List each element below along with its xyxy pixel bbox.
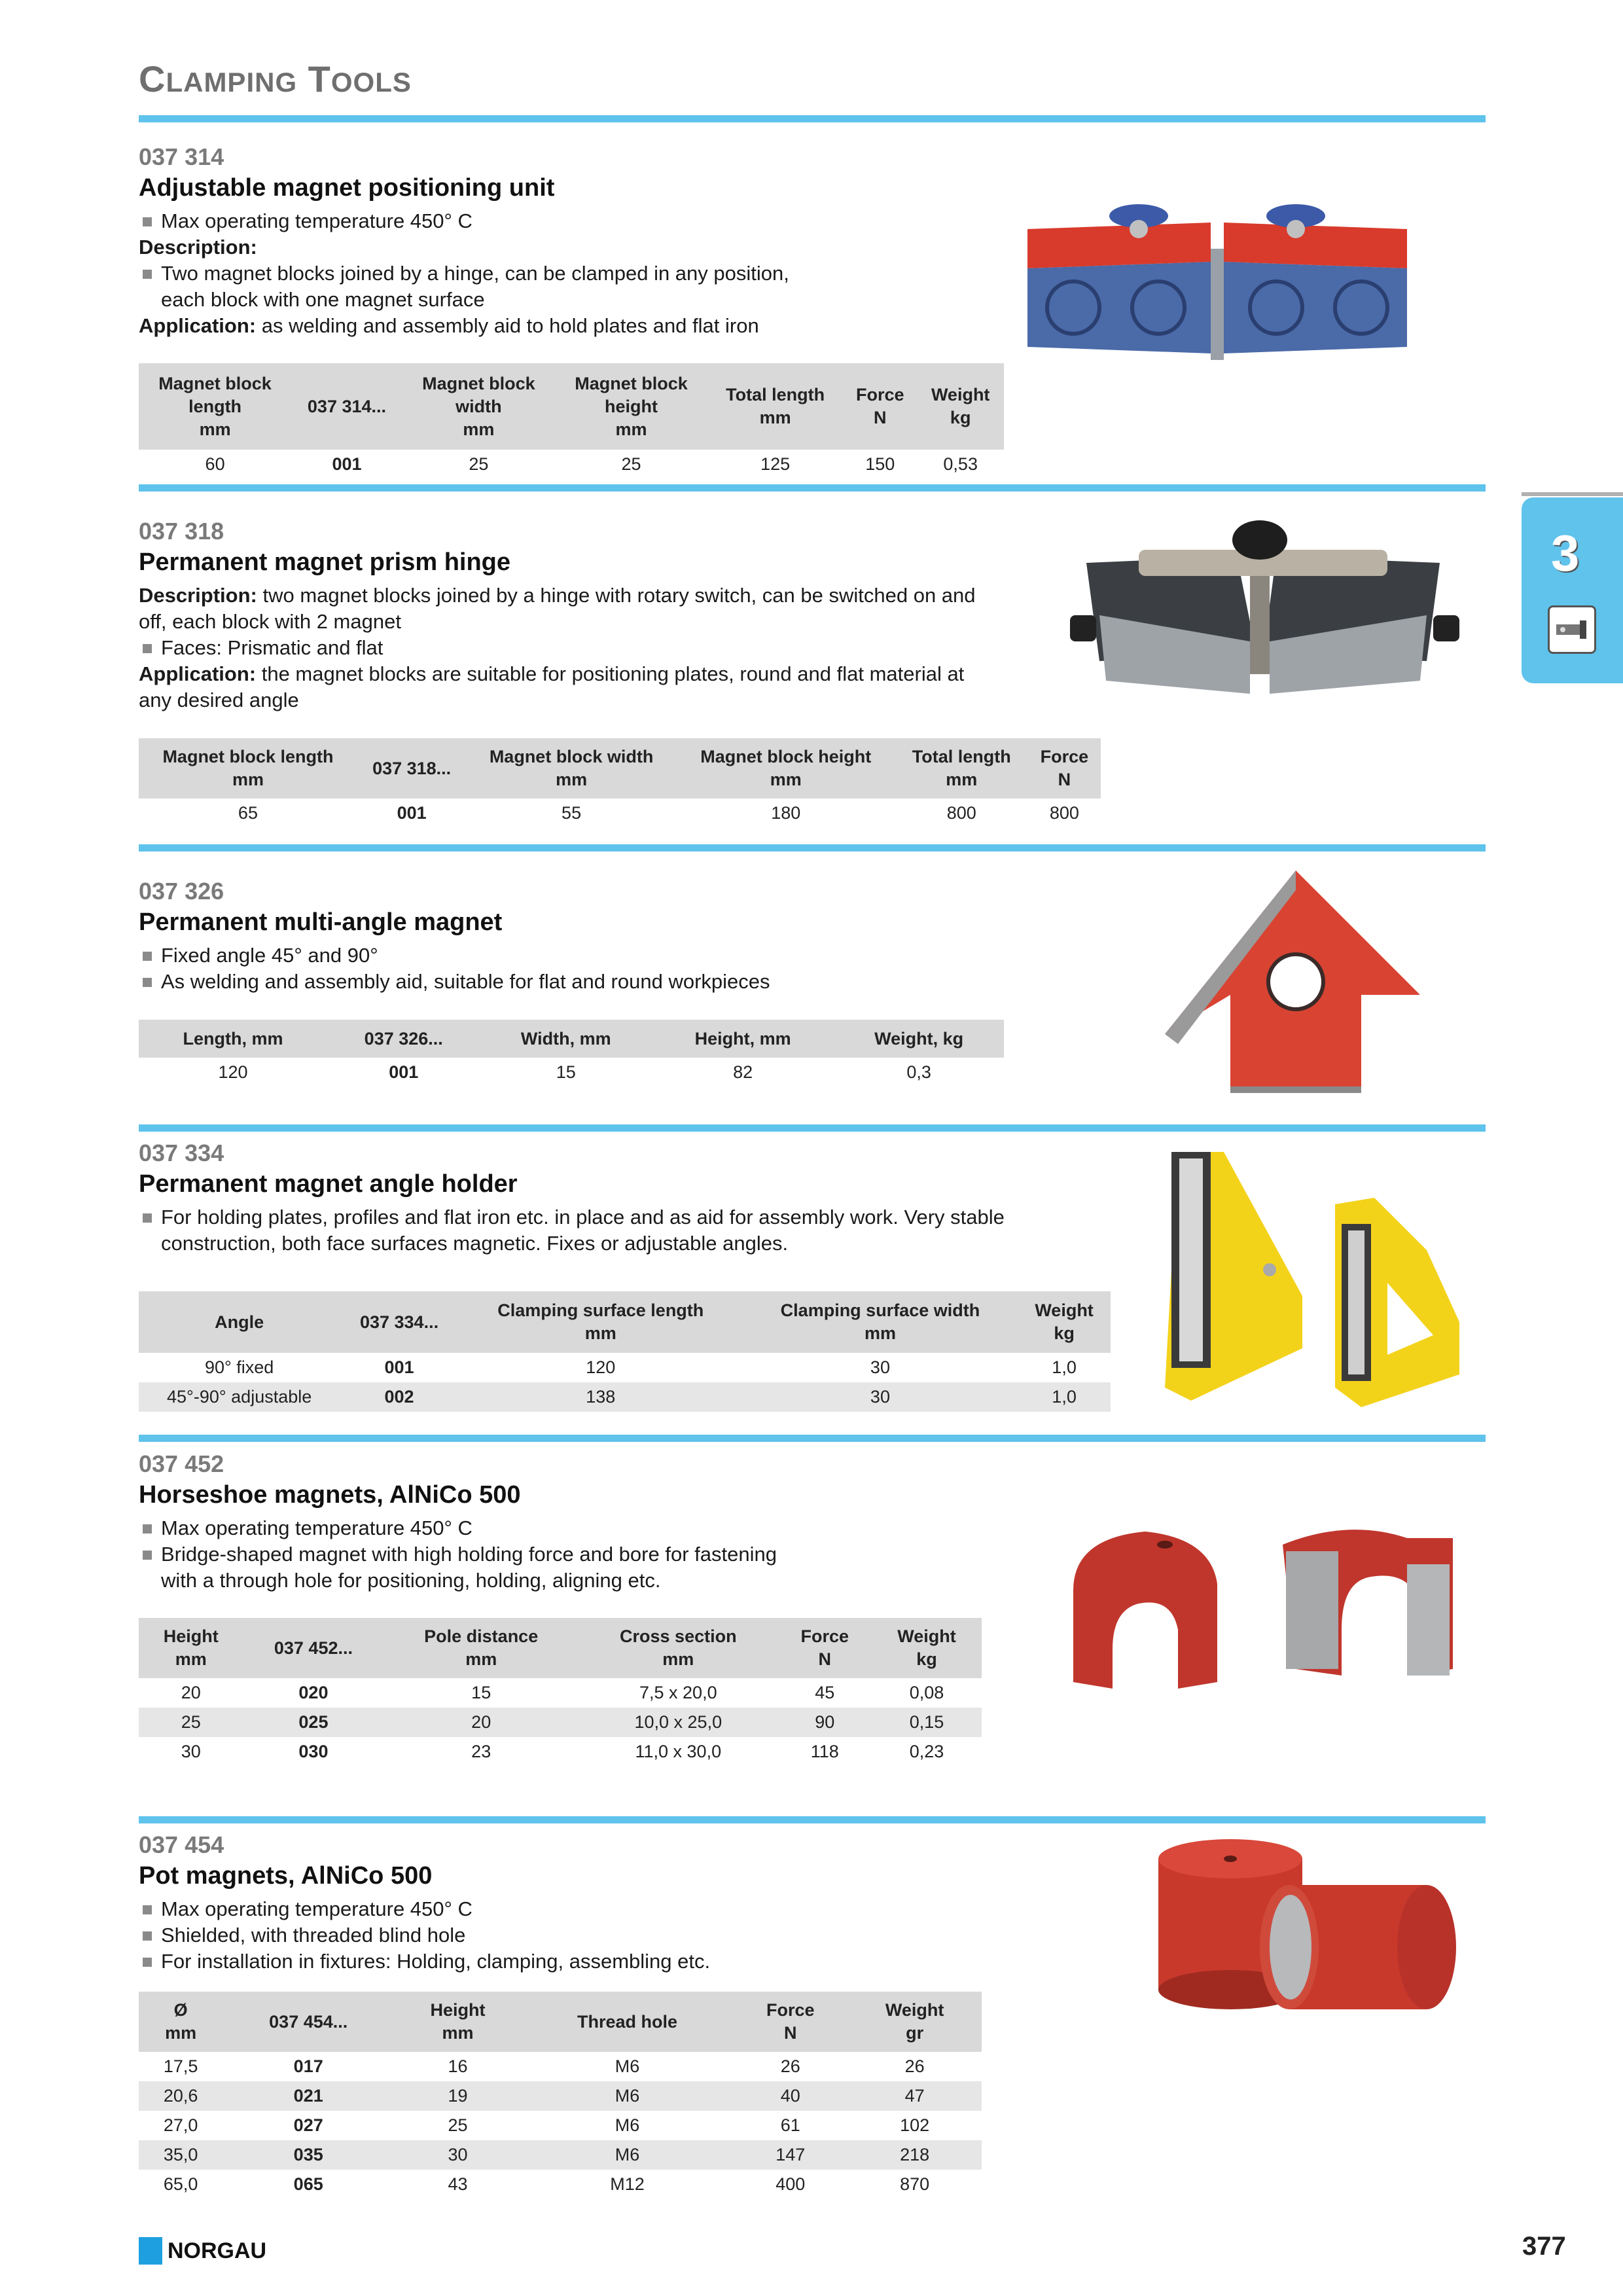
table-row	[139, 2111, 982, 2140]
table-header: Cross section mm	[579, 1618, 778, 1678]
table-cell: 35,0	[139, 2140, 223, 2170]
table-cell: 138	[459, 1382, 743, 1412]
table-cell: 118	[810, 1742, 839, 1761]
description-label: Description:	[139, 584, 257, 607]
table-cell: M12	[610, 2174, 645, 2194]
table-cell: 61	[780, 2115, 800, 2135]
product-title: Pot magnets, AlNiCo 500	[139, 1862, 433, 1890]
table-cell: 180	[771, 803, 801, 823]
table-cell: 017	[293, 2056, 323, 2076]
table-cell: 147	[733, 2140, 847, 2170]
table-header: 037 314...	[291, 363, 402, 450]
table-row	[139, 2140, 982, 2170]
table-header: 037 326...	[327, 1020, 480, 1058]
feature-bullet: Max operating temperature 450° C	[139, 208, 789, 234]
table-header: Thread hole	[522, 1992, 734, 2052]
table-cell: 20	[383, 1708, 579, 1737]
feature-bullet: Max operating temperature 450° C	[139, 1515, 777, 1541]
table-cell: 82	[733, 1062, 753, 1082]
feature-bullet: Max operating temperature 450° C	[139, 1896, 710, 1922]
table-cell: 800	[946, 803, 976, 823]
pot-magnets-image	[1139, 1833, 1466, 2029]
table-cell: 25	[448, 2115, 468, 2135]
table-header: Magnet block height mm	[555, 363, 707, 450]
table-cell: 7,5 x 20,0	[639, 1683, 717, 1702]
table-cell: 40	[733, 2081, 847, 2111]
product-section-037334	[139, 1139, 1005, 1257]
table-cell: 17,5	[163, 2056, 198, 2076]
spec-table-037326	[139, 1020, 1004, 1087]
table-cell: M6	[522, 2081, 734, 2111]
table-header: Weight kg	[872, 1618, 982, 1678]
table-header: Clamping surface width mm	[743, 1291, 1018, 1353]
table-header: 037 454...	[223, 1992, 394, 2052]
table-row	[139, 2052, 982, 2081]
table-cell: 60	[205, 454, 225, 474]
table-cell: 030	[298, 1742, 329, 1761]
table-row	[139, 1058, 1004, 1087]
section-divider	[139, 1816, 1486, 1823]
table-header: Weight kg	[1018, 1291, 1111, 1353]
table-cell: 30	[870, 1357, 890, 1377]
application-text: the magnet blocks are suitable for positioning plates, round and flat material at	[256, 662, 965, 685]
table-cell: 10,0 x 25,0	[579, 1708, 778, 1737]
multi-angle-magnet-image	[1158, 864, 1459, 1100]
page-number: 377	[1522, 2232, 1566, 2261]
product-section-037326	[139, 877, 770, 995]
table-cell: 001	[384, 1357, 414, 1377]
product-sku: 037 334	[139, 1139, 224, 1166]
feature-continuation: each block with one magnet surface	[161, 288, 485, 311]
product-title: Permanent multi-angle magnet	[139, 908, 503, 936]
brand-logo: NORGAU	[168, 2238, 267, 2263]
prism-hinge-image	[1060, 511, 1466, 707]
product-section-037452	[139, 1450, 777, 1594]
section-divider	[139, 844, 1486, 852]
table-header: Width, mm	[480, 1020, 652, 1058]
table-header: Magnet block length mm	[139, 738, 357, 798]
feature-bullet: For holding plates, profiles and flat iron etc. in place and as aid for assembly work. Very stable	[139, 1204, 1005, 1230]
table-cell: 30	[394, 2140, 521, 2170]
brand-logo-square	[139, 2237, 162, 2265]
table-cell: 400	[776, 2174, 806, 2194]
table-cell: 15	[556, 1062, 576, 1082]
table-header: Magnet block width mm	[466, 738, 676, 798]
table-cell: 25	[469, 454, 489, 474]
table-cell: 27,0	[163, 2115, 198, 2135]
table-header: Clamping surface length mm	[459, 1291, 743, 1353]
description-text: two magnet blocks joined by a hinge with rotary switch, can be switched on and	[257, 584, 976, 607]
table-header: Ø mm	[139, 1992, 223, 2052]
table-cell: 65,0	[163, 2174, 198, 2194]
table-cell: 26	[904, 2056, 925, 2076]
table-cell: 035	[223, 2140, 394, 2170]
table-cell: 125	[760, 454, 791, 474]
product-title: Adjustable magnet positioning unit	[139, 174, 555, 202]
product-section-037314	[139, 143, 789, 339]
table-header: Height mm	[139, 1618, 243, 1678]
table-header: Total length mm	[707, 363, 843, 450]
table-header: Length, mm	[139, 1020, 327, 1058]
horseshoe-magnets-image	[1060, 1499, 1479, 1695]
table-header: Height mm	[394, 1992, 521, 2052]
feature-bullet: For installation in fixtures: Holding, clamping, assembling etc.	[139, 1948, 710, 1975]
description-continuation: off, each block with 2 magnet	[139, 610, 401, 633]
table-header: Force N	[1028, 738, 1101, 798]
side-tab-line	[1522, 492, 1623, 496]
table-cell: 90° fixed	[204, 1357, 274, 1377]
table-cell: 30	[181, 1742, 201, 1761]
table-header: Pole distance mm	[383, 1618, 579, 1678]
table-cell: 0,3	[906, 1062, 931, 1082]
table-header: Angle	[139, 1291, 340, 1353]
spec-table-037334	[139, 1291, 1111, 1412]
table-cell: 11,0 x 30,0	[635, 1742, 722, 1761]
feature-bullet: Two magnet blocks joined by a hinge, can be clamped in any position,	[139, 260, 789, 287]
table-header: Weight gr	[847, 1992, 982, 2052]
table-cell: 218	[847, 2140, 982, 2170]
table-cell: M6	[615, 2115, 640, 2135]
table-cell: M6	[615, 2056, 640, 2076]
table-cell: 800	[1049, 803, 1079, 823]
table-header: Height, mm	[652, 1020, 834, 1058]
table-row	[139, 2170, 982, 2199]
spec-table-037318	[139, 738, 1101, 828]
application-continuation: any desired angle	[139, 689, 299, 711]
table-cell: 25	[139, 1708, 243, 1737]
angle-holder-image	[1152, 1139, 1492, 1414]
feature-bullet: Faces: Prismatic and flat	[139, 635, 1022, 661]
spec-table-037452	[139, 1618, 982, 1767]
table-row	[139, 2081, 982, 2111]
table-cell: 30	[743, 1382, 1018, 1412]
table-row	[139, 450, 1004, 479]
table-cell: 001	[397, 803, 427, 823]
spec-table-037454	[139, 1992, 982, 2199]
table-row	[139, 1737, 982, 1767]
product-section-037318	[139, 517, 1022, 713]
table-cell: 102	[900, 2115, 930, 2135]
table-header: Force N	[778, 1618, 872, 1678]
clamp-icon	[1548, 605, 1596, 654]
product-sku: 037 314	[139, 143, 224, 170]
table-cell: 20,6	[139, 2081, 223, 2111]
application-label: Application:	[139, 314, 257, 337]
table-cell: 001	[389, 1062, 419, 1082]
chapter-number: 3	[1551, 524, 1580, 582]
table-cell: 025	[243, 1708, 384, 1737]
table-header: Force N	[843, 363, 917, 450]
table-header: Magnet block width mm	[402, 363, 555, 450]
table-cell: 25	[621, 454, 641, 474]
application-label: Application:	[139, 662, 257, 685]
table-cell: 19	[394, 2081, 521, 2111]
table-cell: 65	[238, 803, 258, 823]
product-title: Permanent magnet angle holder	[139, 1170, 518, 1198]
table-row	[139, 1708, 982, 1737]
product-section-037454	[139, 1831, 710, 1975]
table-cell: 15	[471, 1683, 491, 1702]
table-cell: 021	[223, 2081, 394, 2111]
table-header: Force N	[733, 1992, 847, 2052]
table-cell: 0,08	[909, 1683, 944, 1702]
table-row	[139, 1353, 1111, 1382]
table-cell: 16	[448, 2056, 468, 2076]
table-cell: 120	[586, 1357, 616, 1377]
table-cell: 027	[293, 2115, 323, 2135]
table-header: 037 318...	[357, 738, 466, 798]
table-cell: 0,53	[943, 454, 978, 474]
feature-bullet: Bridge-shaped magnet with high holding force and bore for fastening	[139, 1541, 777, 1568]
table-row	[139, 1382, 1111, 1412]
table-header: Magnet block length mm	[139, 363, 291, 450]
table-cell: 43	[448, 2174, 468, 2194]
product-title: Permanent magnet prism hinge	[139, 548, 511, 576]
feature-continuation: construction, both face surfaces magnetic. Fixes or adjustable angles.	[161, 1232, 789, 1255]
product-sku: 037 326	[139, 878, 224, 905]
table-cell: 23	[471, 1742, 491, 1761]
table-cell: 45	[815, 1683, 835, 1702]
product-sku: 037 452	[139, 1450, 224, 1477]
table-header: Total length mm	[895, 738, 1028, 798]
section-divider	[139, 1435, 1486, 1442]
table-header: 037 452...	[243, 1618, 384, 1678]
table-cell: 45°-90° adjustable	[139, 1382, 340, 1412]
feature-continuation: with a through hole for positioning, holding, aligning etc.	[161, 1569, 661, 1592]
table-cell: 001	[332, 454, 362, 474]
section-divider	[139, 484, 1486, 492]
table-cell: 120	[218, 1062, 248, 1082]
table-cell: 0,23	[909, 1742, 944, 1761]
feature-bullet: Fixed angle 45° and 90°	[139, 942, 770, 969]
table-cell: 1,0	[1052, 1357, 1077, 1377]
table-cell: 002	[340, 1382, 458, 1412]
table-cell: 0,15	[872, 1708, 982, 1737]
application-text: as welding and assembly aid to hold plates and flat iron	[256, 314, 759, 337]
table-cell: 1,0	[1018, 1382, 1111, 1412]
table-row	[139, 798, 1101, 828]
table-cell: 55	[562, 803, 582, 823]
feature-bullet: Shielded, with threaded blind hole	[139, 1922, 710, 1948]
table-cell: 47	[847, 2081, 982, 2111]
table-cell: 20	[181, 1683, 201, 1702]
spec-table-037314	[139, 363, 1004, 479]
table-header: Weight kg	[917, 363, 1004, 450]
table-cell: 870	[900, 2174, 930, 2194]
table-row	[139, 1678, 982, 1708]
table-cell: 90	[778, 1708, 872, 1737]
description-label: Description:	[139, 236, 257, 259]
product-sku: 037 318	[139, 518, 224, 545]
page-title: CLAMPING TOOLS	[139, 58, 412, 99]
section-divider	[139, 115, 1486, 122]
table-cell: 150	[865, 454, 895, 474]
adjustable-magnet-unit-image	[1014, 183, 1420, 367]
table-cell: 020	[298, 1683, 329, 1702]
table-header: Weight, kg	[834, 1020, 1004, 1058]
table-header: 037 334...	[340, 1291, 458, 1353]
product-sku: 037 454	[139, 1831, 224, 1858]
section-divider	[139, 1124, 1486, 1132]
table-cell: 065	[293, 2174, 323, 2194]
table-header: Magnet block height mm	[677, 738, 895, 798]
table-cell: M6	[522, 2140, 734, 2170]
product-title: Horseshoe magnets, AlNiCo 500	[139, 1481, 521, 1509]
table-cell: 26	[780, 2056, 800, 2076]
feature-bullet: As welding and assembly aid, suitable for flat and round workpieces	[139, 969, 770, 995]
